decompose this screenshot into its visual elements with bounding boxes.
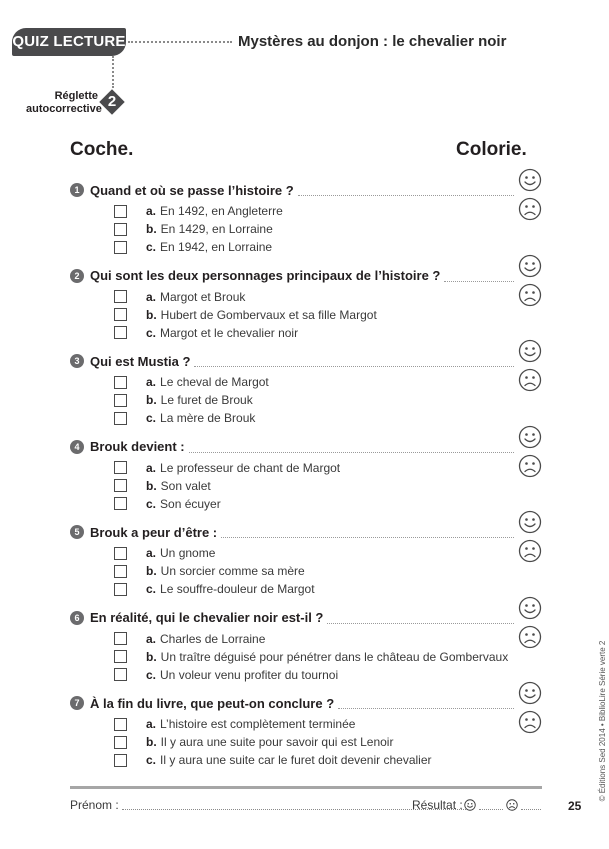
question-text: En réalité, qui le chevalier noir est-il ?	[90, 610, 324, 625]
result-happy-line	[479, 809, 503, 810]
answer-checkbox[interactable]	[114, 479, 127, 492]
answer-text: En 1429, en Lorraine	[160, 222, 273, 236]
question-row	[70, 608, 514, 628]
answer-letter: a.	[146, 546, 157, 560]
question-number: 1	[70, 183, 84, 197]
answer-checkbox[interactable]	[114, 547, 127, 560]
question-dotted-leader	[194, 355, 514, 367]
answer-text: Son valet	[160, 478, 211, 493]
page-number: 25	[568, 799, 582, 813]
smiley-sad-icon[interactable]	[518, 454, 542, 478]
answer-checkbox[interactable]	[114, 497, 127, 510]
smiley-sad-icon[interactable]	[518, 539, 542, 563]
answer-letter: a.	[146, 460, 157, 475]
answer-text: La mère de Brouk	[160, 411, 256, 425]
smiley-sad-icon[interactable]	[518, 197, 542, 221]
answer-checkbox[interactable]	[114, 650, 127, 663]
answer-letter: b.	[146, 393, 157, 407]
answer-option	[114, 733, 393, 751]
smiley-pair	[518, 339, 542, 395]
smiley-pair	[518, 168, 542, 224]
answer-option	[114, 238, 272, 256]
answer-checkbox[interactable]	[114, 736, 127, 749]
answer-text: Il y aura une suite car le furet doit devenir chevalier	[160, 753, 432, 767]
answer-letter: c.	[146, 582, 157, 596]
answer-option	[114, 409, 255, 427]
question-row	[70, 351, 514, 371]
reglette-label	[26, 90, 102, 116]
answer-checkbox[interactable]	[114, 205, 127, 218]
question-dotted-leader	[327, 612, 514, 624]
question-block	[70, 608, 540, 694]
answer-checkbox[interactable]	[114, 241, 127, 254]
answer-option	[114, 630, 265, 648]
header-dotted-connector	[128, 41, 232, 43]
question-block	[70, 266, 540, 352]
column-header-coche: Coche.	[70, 139, 134, 160]
smiley-sad-icon[interactable]	[518, 283, 542, 307]
answer-text: Charles de Lorraine	[160, 631, 266, 646]
footer-rule	[70, 786, 542, 789]
quiz-lecture-badge: QUIZ LECTURE	[12, 28, 126, 56]
question-row	[70, 437, 514, 457]
answer-text: Margot et Brouk	[160, 289, 246, 304]
answer-option	[114, 459, 340, 477]
answer-text: Hubert de Gombervaux et sa fille Margot	[160, 307, 377, 322]
vertical-dotted-connector	[112, 56, 114, 88]
question-number: 6	[70, 611, 84, 625]
answer-letter: b.	[146, 478, 157, 493]
question-block	[70, 351, 540, 437]
answer-checkbox[interactable]	[114, 461, 127, 474]
answer-option	[114, 324, 298, 342]
question-dotted-leader	[298, 184, 514, 196]
answer-option	[114, 288, 245, 306]
answer-checkbox[interactable]	[114, 376, 127, 389]
answer-letter: c.	[146, 753, 157, 767]
answer-option	[114, 562, 305, 580]
answer-option	[114, 495, 221, 513]
answer-option	[114, 306, 377, 324]
question-row	[70, 266, 514, 286]
smiley-happy-icon[interactable]	[518, 339, 542, 363]
question-number: 5	[70, 525, 84, 539]
answer-checkbox[interactable]	[114, 754, 127, 767]
answer-text: En 1942, en Lorraine	[160, 240, 273, 254]
smiley-sad-icon[interactable]	[518, 625, 542, 649]
answer-checkbox[interactable]	[114, 394, 127, 407]
question-number: 3	[70, 354, 84, 368]
question-number: 4	[70, 440, 84, 454]
smiley-pair	[518, 254, 542, 310]
question-number: 2	[70, 269, 84, 283]
smiley-happy-icon[interactable]	[518, 425, 542, 449]
answer-text: Un gnome	[160, 546, 216, 560]
answer-letter: c.	[146, 411, 157, 425]
question-dotted-leader	[338, 697, 514, 709]
answer-letter: b.	[146, 649, 157, 664]
answer-option	[114, 477, 211, 495]
question-row	[70, 522, 514, 542]
answer-checkbox[interactable]	[114, 308, 127, 321]
result-sad-line	[521, 809, 541, 810]
question-block	[70, 437, 540, 523]
answer-text: Il y aura une suite pour savoir qui est Lenoir	[160, 735, 394, 749]
column-header-colorie: Colorie.	[456, 139, 527, 160]
answer-option	[114, 648, 508, 666]
smiley-happy-icon[interactable]	[518, 168, 542, 192]
answer-text: L’histoire est complètement terminée	[160, 717, 356, 731]
footer	[70, 798, 548, 816]
answer-checkbox[interactable]	[114, 412, 127, 425]
question-number: 7	[70, 696, 84, 710]
answer-letter: b.	[146, 307, 157, 322]
answer-checkbox[interactable]	[114, 668, 127, 681]
answer-letter: a.	[146, 204, 157, 218]
question-block	[70, 693, 540, 779]
answer-option	[114, 666, 338, 684]
answer-text: Le cheval de Margot	[160, 375, 269, 389]
smiley-happy-icon[interactable]	[518, 596, 542, 620]
answer-text: Margot et le chevalier noir	[160, 325, 299, 340]
page-title: Mystères au donjon : le chevalier noir	[238, 33, 507, 50]
reglette-label-line2: autocorrective	[26, 103, 102, 115]
answer-checkbox[interactable]	[114, 718, 127, 731]
question-dotted-leader	[444, 270, 514, 282]
answer-option	[114, 751, 432, 769]
copyright-note: © Éditions Sed 2014 • BiblioLire Série verte 2	[598, 640, 607, 802]
answer-letter: a.	[146, 631, 157, 646]
smiley-happy-icon[interactable]	[518, 681, 542, 705]
smiley-pair	[518, 681, 542, 737]
answer-letter: b.	[146, 564, 157, 578]
answer-letter: b.	[146, 735, 157, 749]
reglette-number: 2	[107, 93, 117, 110]
smiley-pair	[518, 425, 542, 481]
answer-checkbox[interactable]	[114, 583, 127, 596]
answer-option	[114, 391, 253, 409]
answer-letter: c.	[146, 240, 157, 254]
answer-text: Le souffre-douleur de Margot	[160, 582, 315, 596]
resultat-label: Résultat :	[412, 798, 463, 812]
answer-option	[114, 220, 273, 238]
result-happy-smiley-icon[interactable]	[464, 799, 476, 811]
answer-text: Un sorcier comme sa mère	[160, 564, 305, 578]
question-block	[70, 522, 540, 608]
answer-letter: b.	[146, 222, 157, 236]
question-text: Brouk a peur d’être :	[90, 524, 218, 540]
question-row	[70, 180, 514, 200]
answer-text: En 1492, en Angleterre	[160, 204, 283, 218]
answer-option	[114, 544, 215, 562]
reglette-number-diamond	[99, 89, 125, 115]
question-text: Qui sont les deux personnages principaux de l’histoire ?	[90, 268, 441, 283]
answer-letter: a.	[146, 717, 157, 731]
smiley-pair	[518, 510, 542, 566]
question-dotted-leader	[189, 441, 514, 453]
answer-text: Le furet de Brouk	[160, 393, 253, 407]
answer-checkbox[interactable]	[114, 290, 127, 303]
answer-checkbox[interactable]	[114, 632, 127, 645]
question-text: Qui est Mustia ?	[90, 353, 191, 369]
answer-text: Le professeur de chant de Margot	[160, 460, 341, 475]
answer-checkbox[interactable]	[114, 223, 127, 236]
question-block	[70, 180, 540, 266]
answer-option	[114, 580, 315, 598]
answer-letter: c.	[146, 496, 157, 511]
question-dotted-leader	[221, 526, 514, 538]
smiley-sad-icon[interactable]	[518, 710, 542, 734]
question-text: Brouk devient :	[90, 439, 185, 454]
answer-text: Un traître déguisé pour pénétrer dans le château de Gombervaux	[160, 649, 509, 664]
answer-checkbox[interactable]	[114, 565, 127, 578]
reglette-label-line1: Réglette	[54, 90, 98, 102]
answer-text: Son écuyer	[160, 496, 221, 511]
answer-checkbox[interactable]	[114, 326, 127, 339]
smiley-happy-icon[interactable]	[518, 254, 542, 278]
answer-text: Un voleur venu profiter du tournoi	[160, 667, 339, 682]
smiley-pair	[518, 596, 542, 652]
answer-letter: a.	[146, 289, 157, 304]
answer-letter: c.	[146, 325, 157, 340]
answer-option	[114, 373, 269, 391]
answer-letter: a.	[146, 375, 157, 389]
answer-letter: c.	[146, 667, 157, 682]
answer-option	[114, 715, 355, 733]
smiley-sad-icon[interactable]	[518, 368, 542, 392]
prenom-label: Prénom :	[70, 798, 119, 812]
answer-option	[114, 202, 283, 220]
question-row	[70, 693, 514, 713]
question-text: Quand et où se passe l’histoire ?	[90, 182, 294, 198]
result-sad-smiley-icon[interactable]	[506, 799, 518, 811]
smiley-happy-icon[interactable]	[518, 510, 542, 534]
question-text: À la fin du livre, que peut-on conclure ?	[90, 695, 335, 711]
